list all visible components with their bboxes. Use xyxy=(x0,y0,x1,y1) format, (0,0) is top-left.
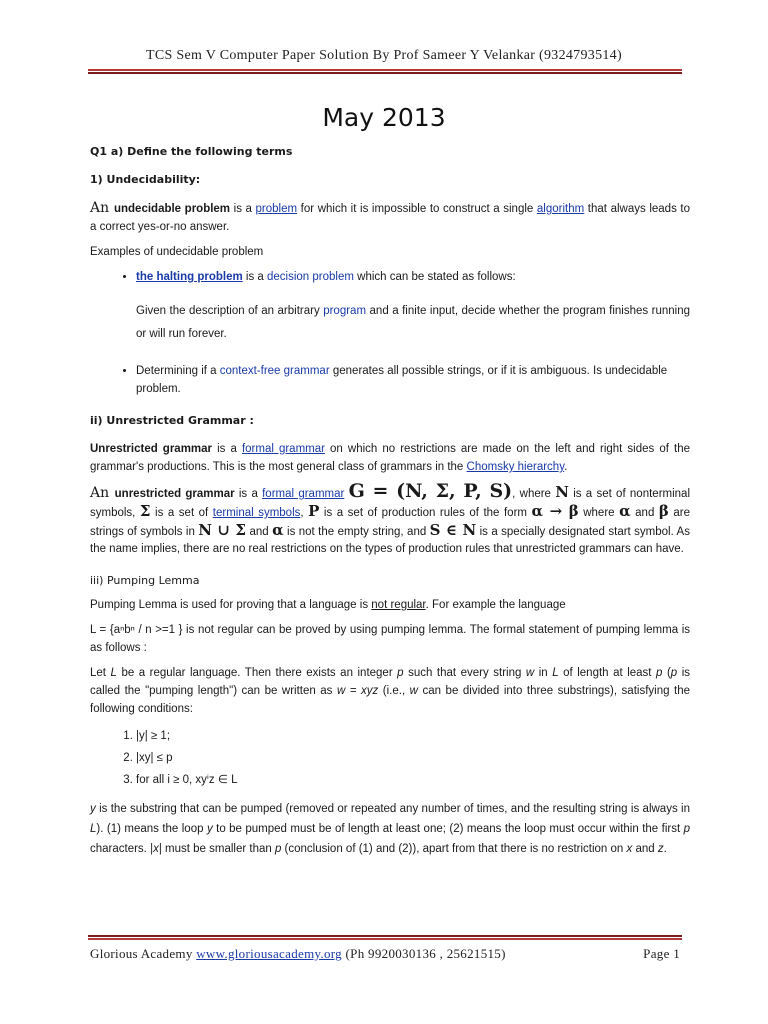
pumping-conditions xyxy=(90,725,690,791)
terminal-symbols-link[interactable]: terminal symbols xyxy=(212,507,301,519)
question-heading: Q1 a) Define the following terms xyxy=(90,145,293,158)
section-heading-pumping: iii) Pumping Lemma xyxy=(90,574,200,587)
unrestricted-definition: Unrestricted grammar is a formal grammar on which no restrictions are made on the left and right sides of the grammar's productions. This is the most general class of grammars in the Chomsky hierarchy. xyxy=(90,443,690,473)
algorithm-link[interactable]: algorithm xyxy=(536,203,585,215)
footer-phone: (Ph 9920030136 , 25621515) xyxy=(341,946,506,961)
page-footer xyxy=(90,946,680,962)
halting-description: Given the description of an arbitrary program and a finite input, decide whether the program finishes running or will run forever. xyxy=(136,305,690,340)
examples-list xyxy=(90,268,690,286)
list-item: 3. for all i ≥ 0, xyⁱz ∈ L xyxy=(136,769,690,791)
cfg-link[interactable]: context-free grammar xyxy=(219,365,330,377)
section-heading-unrestricted: ii) Unrestricted Grammar : xyxy=(90,414,254,427)
academy-website-link[interactable]: www.gloriousacademy.org xyxy=(196,946,342,961)
problem-link[interactable]: problem xyxy=(255,203,298,215)
program-link[interactable]: program xyxy=(323,305,367,317)
pumping-statement: Let L be a regular language. Then there exists an integer p such that every string w in L of length at least p (p is called the "pumping length") can be written as w = xyz (i.e., w can be divided into three substrings), satisfying the following conditions: xyxy=(90,667,691,715)
chomsky-hierarchy-link[interactable]: Chomsky hierarchy xyxy=(466,461,565,473)
list-item: 2. |xy| ≤ p xyxy=(136,747,690,769)
pumping-example: L = {aⁿbⁿ / n >=1 } is not regular can be proved by using pumping lemma. The formal statement of pumping lemma is as follows : xyxy=(90,624,690,654)
grammar-tuple: G = (N, Σ, P, S) xyxy=(348,480,513,502)
formal-grammar-link-2[interactable]: formal grammar xyxy=(262,488,345,500)
document-body xyxy=(90,143,690,866)
page-header: TCS Sem V Computer Paper Solution By Prof Sameer Y Velankar (9324793514) xyxy=(146,48,622,63)
examples-intro: Examples of undecidable problem xyxy=(90,246,264,258)
pumping-intro: Pumping Lemma is used for proving that a language is not regular. For example the language xyxy=(90,599,566,611)
page-number: Page 1 xyxy=(643,946,680,961)
page-title: May 2013 xyxy=(322,103,446,132)
formal-grammar-link[interactable]: formal grammar xyxy=(241,443,325,455)
section-heading-undecidability: 1) Undecidability: xyxy=(90,173,201,186)
list-item: • the halting problem is a decision problem which can be stated as follows: xyxy=(136,268,690,286)
header-divider xyxy=(88,69,682,71)
footer-divider xyxy=(88,935,682,937)
footer-academy: Glorious Academy xyxy=(90,946,197,961)
unrestricted-formal-definition: An unrestricted grammar is a formal grammar G = (N, Σ, P, S), where N is a set of nonterminal symbols, Σ is a set of terminal symbols, P is a set of production rules of the form α → β where α and β are strings of symbols in N ∪ Σ and α is not the empty string, and S ∈ N is a specially designated start symbol. As the name implies, there are no real restrictions on the types of production rules that unrestricted grammars can have. xyxy=(90,480,691,555)
examples-list-2 xyxy=(90,362,690,398)
pumping-explanation: y is the substring that can be pumped (removed or repeated any number of times, and the resulting string is always in L). (1) means the loop y to be pumped must be of length at least one; (2) means the loop must occur within the first p characters. |x| must be smaller than p (conclusion of (1) and (2)), apart from that there is no restriction on x and z. xyxy=(90,803,690,855)
decision-problem-link[interactable]: decision problem xyxy=(267,271,354,283)
list-item: • Determining if a context-free grammar generates all possible strings, or if it is ambiguous. Is undecidable problem. xyxy=(136,362,690,398)
list-item: 1. |y| ≥ 1; xyxy=(136,725,690,747)
undecidable-definition: An undecidable problem is a problem for which it is impossible to construct a single algorithm that always leads to a correct yes-or-no answer. xyxy=(90,200,690,233)
halting-problem-link[interactable]: the halting problem xyxy=(136,271,243,283)
